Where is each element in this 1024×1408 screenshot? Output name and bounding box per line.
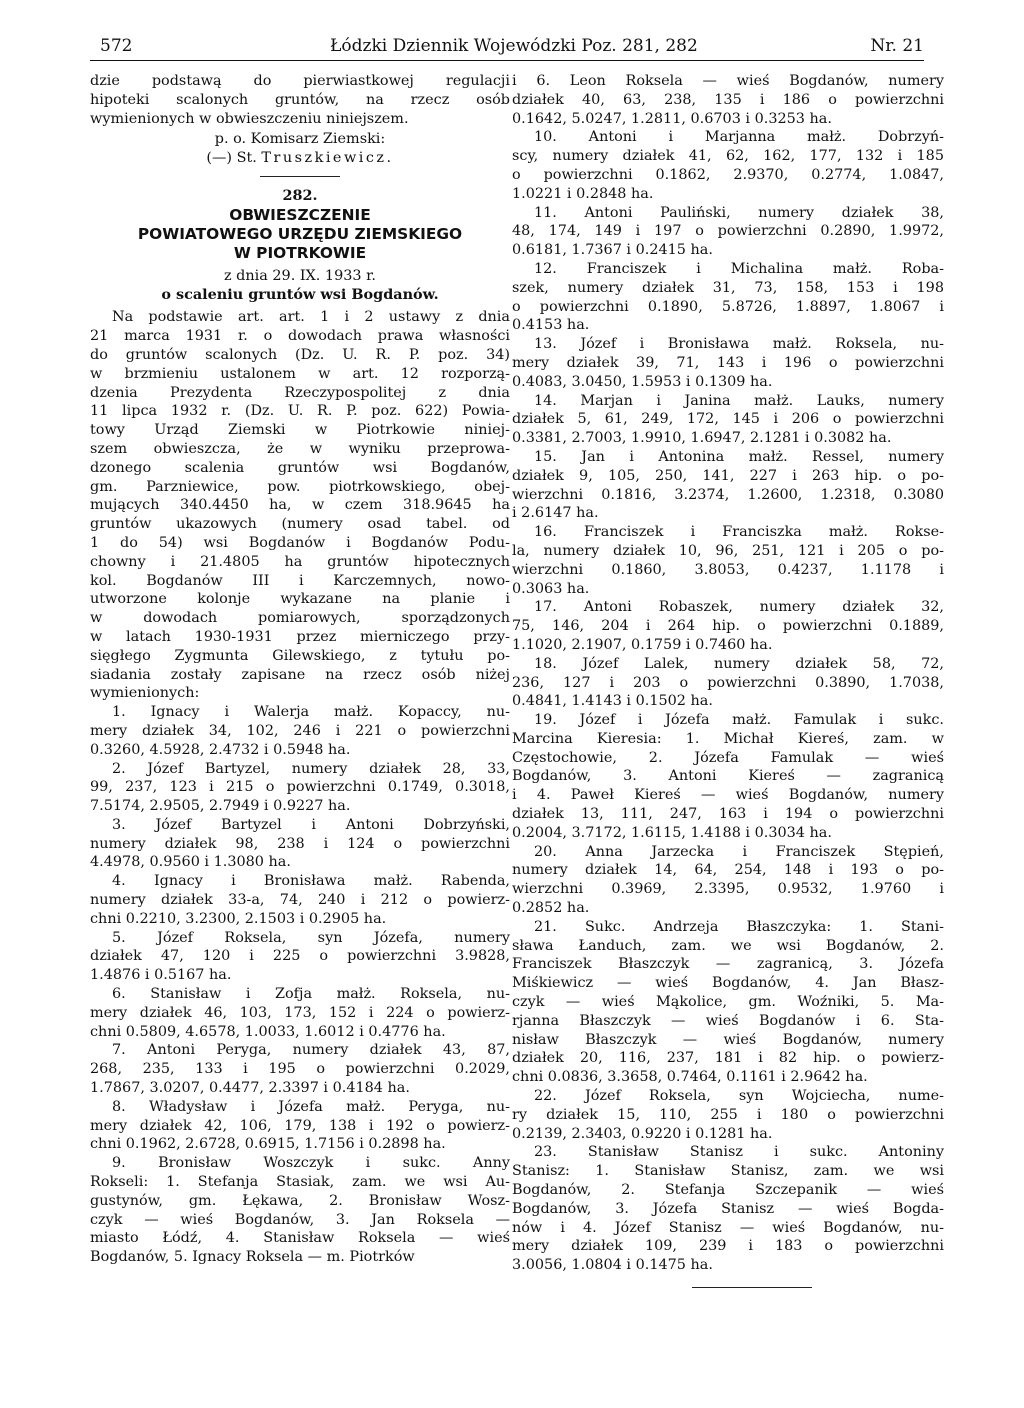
notice-heading <box>90 206 510 263</box>
text-line: Franciszek Błaszczyk — zagranicą, 3. Józefa <box>512 956 944 973</box>
paragraph <box>90 929 510 985</box>
text-line: siadania zostały zapisane na rzecz osób niżej <box>90 666 510 683</box>
text-line: numery działek 33-a, 74, 240 i 212 o powierz- <box>90 892 510 909</box>
paragraph <box>90 760 510 816</box>
text-line: chni 0.1962, 2.6728, 0.6915, 1.7156 i 0.2898 ha. <box>90 1136 446 1153</box>
text-line: 0.3381, 2.7003, 1.9910, 1.6947, 2.1281 i 0.3082 ha. <box>512 430 892 447</box>
text-line: 1.7867, 3.0207, 0.4477, 2.3397 i 0.4184 ha. <box>90 1080 410 1097</box>
signature-title: p. o. Komisarz Ziemski: <box>214 131 386 148</box>
text-line: scy, numery działek 41, 62, 162, 177, 132 i 185 <box>512 148 944 165</box>
text-line: numery działek 14, 64, 254, 148 i 193 o po- <box>512 862 944 879</box>
paragraph <box>512 598 944 654</box>
text-line: Częstochowie, 2. Józefa Famulak — wieś <box>512 749 944 766</box>
text-line: 0.4083, 3.0450, 1.5953 i 0.1309 ha. <box>512 373 773 390</box>
text-line: ry działek 15, 110, 255 i 180 o powierzchni <box>512 1106 944 1123</box>
text-line: wierzchni 0.1860, 3.8053, 0.4237, 1.1178 i <box>512 561 944 578</box>
paragraph <box>90 1154 510 1267</box>
text-line: nisław Błaszczyk — wieś Bogdanów, numery <box>512 1031 944 1048</box>
paragraph <box>512 204 944 260</box>
page-number: 572 <box>100 36 133 56</box>
text-line: Bogdanów, 5. Ignacy Roksela — m. Piotrków <box>90 1249 415 1266</box>
text-line: miasto Łódź, 4. Stanisław Roksela — wieś <box>90 1230 510 1247</box>
notice-body <box>90 308 510 703</box>
text-line: 4. Ignacy i Bronisława małż. Rabenda, <box>112 873 510 890</box>
text-line: 11 lipca 1932 r. (Dz. U. R. P. poz. 622) Powia- <box>90 403 510 420</box>
text-line: 3.0056, 1.0804 i 0.1475 ha. <box>512 1257 713 1274</box>
text-line: 268, 235, 133 i 195 o powierzchni 0.2029, <box>90 1061 510 1078</box>
text-line: 8. Władysław i Józefa małż. Peryga, nu- <box>112 1098 510 1115</box>
text-line: 6. Stanisław i Zofja małż. Roksela, nu- <box>112 986 510 1003</box>
signature-name: Truszkiewicz. <box>261 150 394 167</box>
signature-prefix: (—) St. <box>206 150 262 167</box>
text-line: 1.0221 i 0.2848 ha. <box>512 185 654 202</box>
text-line: mery działek 42, 106, 179, 138 i 192 o powierz- <box>90 1117 510 1134</box>
paragraph <box>512 1143 944 1275</box>
heading-line: OBWIESZCZENIE <box>229 205 371 224</box>
paragraph <box>90 816 510 872</box>
text-line: utworzone kolonje wykazane na planie i <box>90 591 510 608</box>
text-line: 10. Antoni i Marjanna małż. Dobrzyń- <box>534 129 944 146</box>
text-line: 0.2004, 3.7172, 1.6115, 1.4188 i 0.3034 ha. <box>512 824 832 841</box>
notice-subject: o scaleniu gruntów wsi Bogdanów. <box>161 285 439 303</box>
text-line: numery działek 98, 238 i 124 o powierzchni <box>90 835 510 852</box>
paragraph <box>512 918 944 1087</box>
text-line: działek 40, 63, 238, 135 i 186 o powierzchni <box>512 91 944 108</box>
text-line: Bogdanów, 3. Józefa Stanisz — wieś Bogda- <box>512 1200 944 1217</box>
text-line: 12. Franciszek i Michalina małż. Roba- <box>534 260 944 277</box>
text-line: 0.2852 ha. <box>512 900 590 917</box>
text-line: 0.2139, 2.3403, 0.9220 i 0.1281 ha. <box>512 1125 773 1142</box>
entry-list <box>90 703 510 1267</box>
text-line: Bogdanów, 2. Stefanja Szczepanik — wieś <box>512 1182 944 1199</box>
paragraph <box>512 335 944 391</box>
divider <box>260 176 340 177</box>
text-line: rjanna Błaszczyk — wieś Bogdanów i 6. Sta- <box>512 1012 944 1029</box>
text-line: 20. Anna Jarzecka i Franciszek Stępień, <box>534 843 944 860</box>
paragraph <box>90 985 510 1041</box>
text-line: 9. Bronisław Woszczyk i sukc. Anny <box>112 1155 510 1172</box>
journal-title: Łódzki Dziennik Wojewódzki Poz. 281, 282 <box>330 36 698 56</box>
text-line: i 4. Paweł Kiereś — wieś Bogdanów, numery <box>512 787 944 804</box>
text-line: Marcina Kieresia: 1. Michał Kiereś, zam. w <box>512 730 944 747</box>
text-line: 0.3063 ha. <box>512 580 590 597</box>
issue-number: Nr. 21 <box>870 36 924 56</box>
text-line: mery działek 34, 102, 246 i 221 o powierzchni <box>90 722 510 739</box>
right-column <box>512 72 944 1288</box>
text-line: 0.4841, 1.4143 i 0.1502 ha. <box>512 693 713 710</box>
text-line: towy Urząd Ziemski w Piotrkowie niniej- <box>90 422 510 439</box>
text-line: 15. Jan i Antonina małż. Ressel, numery <box>534 448 944 465</box>
text-line: dzie podstawą do pierwiastkowej regulacji <box>90 73 510 89</box>
entry-list <box>512 72 944 1275</box>
page-header <box>90 30 924 61</box>
paragraph <box>512 523 944 598</box>
text-line: 1. Ignacy i Walerja małż. Kopaccy, nu- <box>112 704 510 721</box>
text-line: 19. Józef i Józefa małż. Famulak i sukc. <box>534 712 944 729</box>
text-line: gruntów ukazowych (numery osad tabel. od <box>90 516 510 533</box>
paragraph <box>512 72 944 128</box>
text-line: 1.4876 i 0.5167 ha. <box>90 967 232 984</box>
text-line: 21. Sukc. Andrzeja Błaszczyka: 1. Stani- <box>534 918 944 935</box>
paragraph <box>512 843 944 918</box>
text-line: dzonego scalenia gruntów wsi Bogdanów, <box>90 459 510 476</box>
text-line: mery działek 46, 103, 173, 152 i 224 o powierz- <box>90 1004 510 1021</box>
text-line: o powierzchni 0.1890, 5.8726, 1.8897, 1.8067 i <box>512 298 944 315</box>
text-line: czyk — wieś Mąkolice, gm. Woźniki, 5. Ma- <box>512 994 944 1011</box>
text-line: 7. Antoni Peryga, numery działek 43, 87, <box>112 1042 510 1059</box>
text-line: 14. Marjan i Janina małż. Lauks, numery <box>534 392 944 409</box>
text-line: 13. Józef i Bronisława małż. Roksela, nu- <box>534 336 944 353</box>
text-line: wymienionych w obwieszczeniu niniejszem. <box>90 110 409 127</box>
text-line: szek, numery działek 31, 73, 158, 153 i 198 <box>512 279 944 296</box>
text-line: 5. Józef Roksela, syn Józefa, numery <box>112 929 510 946</box>
text-line: Na podstawie art. art. 1 i 2 ustawy z dnia <box>112 309 510 326</box>
paragraph <box>512 260 944 335</box>
paragraph <box>512 711 944 843</box>
text-line: chni 0.0836, 3.3658, 0.7464, 0.1161 i 2.9642 ha. <box>512 1069 868 1086</box>
text-line: do gruntów scalonych (Dz. U. R. P. poz. 34) <box>90 346 510 363</box>
text-line: wierzchni 0.3969, 2.3395, 0.9532, 1.9760 i <box>512 881 944 898</box>
text-line: 21 marca 1931 r. o dowodach prawa własności <box>90 328 510 345</box>
text-line: la, numery działek 10, 96, 251, 121 i 205 o po- <box>512 542 944 559</box>
paragraph <box>512 1087 944 1143</box>
text-line: działek 5, 61, 249, 172, 145 i 206 o powierzchni <box>512 411 944 428</box>
text-line: kol. Bogdanów III i Karczemnych, nowo- <box>90 572 510 589</box>
text-line: działek 13, 111, 247, 163 i 194 o powierzchni <box>512 806 944 823</box>
text-line: 16. Franciszek i Franciszka małż. Rokse- <box>534 524 944 541</box>
text-line: nów i 4. Józef Stanisz — wieś Bogdanów, nu- <box>512 1219 944 1236</box>
text-line: mujących 340.4450 ha, w czem 318.9645 ha <box>90 497 510 514</box>
text-line: Bogdanów, 3. Antoni Kiereś — zagranicą <box>512 768 944 785</box>
text-line: szem obwieszcza, że w wyniku przeprowa- <box>90 440 510 457</box>
heading-line: W PIOTRKOWIE <box>233 243 367 262</box>
text-line: gustynów, gm. Łękawa, 2. Bronisław Wosz- <box>90 1192 510 1209</box>
text-line: wierzchni 0.1816, 3.2374, 1.2600, 1.2318, 0.3080 <box>512 486 944 503</box>
paragraph <box>90 872 510 928</box>
text-line: w latach 1930-1931 przez mierniczego przy- <box>90 628 510 645</box>
text-line: działek 9, 105, 250, 141, 227 i 263 hip. o po- <box>512 467 944 484</box>
text-line: czyk — wieś Bogdanów, 3. Jan Roksela — <box>90 1211 510 1228</box>
text-line: chowny i 21.4805 ha gruntów hipotecznych <box>90 553 510 570</box>
text-line: 18. Józef Lalek, numery działek 58, 72, <box>534 655 944 672</box>
text-line: sława Łanduch, zam. we wsi Bogdanów, 2. <box>512 937 944 954</box>
text-line: 0.3260, 4.5928, 2.4732 i 0.5948 ha. <box>90 741 351 758</box>
text-line: 0.1642, 5.0247, 1.2811, 0.6703 i 0.3253 ha. <box>512 110 832 127</box>
text-line: 3. Józef Bartyzel i Antoni Dobrzyński, <box>112 816 510 833</box>
text-line: 48, 174, 149 i 197 o powierzchni 0.2890, 1.9972, <box>512 223 944 240</box>
text-line: w brzmieniu ustalonem w art. 12 rozporzą- <box>90 365 510 382</box>
text-line: działek 47, 120 i 225 o powierzchni 3.9828, <box>90 948 510 965</box>
paragraph <box>90 703 510 759</box>
text-line: chni 0.2210, 3.2300, 2.1503 i 0.2905 ha. <box>90 910 387 927</box>
text-line: Miśkiewicz — wieś Bogdanów, 4. Jan Błasz- <box>512 975 944 992</box>
text-line: mery działek 109, 239 i 183 o powierzchni <box>512 1238 944 1255</box>
text-line: 1.1020, 2.1907, 0.1759 i 0.7460 ha. <box>512 636 773 653</box>
text-line: w dowodach pomiarowych, sporządzonych <box>90 610 510 627</box>
paragraph <box>512 655 944 711</box>
text-line: 4.4978, 0.9560 i 1.3080 ha. <box>90 854 291 871</box>
text-line: i 6. Leon Roksela — wieś Bogdanów, numery <box>512 73 944 89</box>
text-line: 11. Antoni Pauliński, numery działek 38, <box>534 204 944 221</box>
paragraph <box>90 1098 510 1154</box>
text-line: hipoteki scalonych gruntów, na rzecz osób <box>90 91 510 108</box>
left-column <box>90 72 510 1267</box>
text-line: 0.4153 ha. <box>512 317 590 334</box>
text-line: 23. Stanisław Stanisz i sukc. Antoniny <box>534 1144 944 1161</box>
text-line: i 2.6147 ha. <box>512 505 599 522</box>
paragraph <box>90 308 510 703</box>
notice-date: z dnia 29. IX. 1933 r. <box>223 267 376 284</box>
end-rule <box>692 1287 812 1288</box>
text-line: 2. Józef Bartyzel, numery działek 28, 33, <box>112 760 510 777</box>
paragraph <box>90 1041 510 1097</box>
text-line: dzenia Prezydenta Rzeczypospolitej z dnia <box>90 384 510 401</box>
text-line: 99, 237, 123 i 215 o powierzchni 0.1749, 0.3018, <box>90 779 510 796</box>
signature <box>90 149 510 168</box>
text-line: chni 0.5809, 4.6578, 1.0033, 1.6012 i 0.4776 ha. <box>90 1023 446 1040</box>
intro-paragraph <box>90 72 510 128</box>
text-line: wymienionych: <box>90 685 200 702</box>
text-line: 0.6181, 1.7367 i 0.2415 ha. <box>512 242 713 259</box>
paragraph <box>512 392 944 448</box>
paragraph <box>512 128 944 203</box>
text-line: 75, 146, 204 i 264 hip. o powierzchni 0.1889, <box>512 618 944 635</box>
notice-number: 282. <box>282 186 318 204</box>
text-line: 1 do 54) wsi Bogdanów i Bogdanów Podu- <box>90 534 510 551</box>
text-line: 7.5174, 2.9505, 2.7949 i 0.9227 ha. <box>90 798 351 815</box>
text-line: 22. Józef Roksela, syn Wojciecha, nume- <box>534 1088 944 1105</box>
text-line: 17. Antoni Robaszek, numery działek 32, <box>534 599 944 616</box>
text-line: 236, 127 i 203 o powierzchni 0.3890, 1.7038, <box>512 674 944 691</box>
text-line: sięgłego Zygmunta Gilewskiego, z tytułu po- <box>90 647 510 664</box>
text-line: Stanisz: 1. Stanisław Stanisz, zam. we wsi <box>512 1163 944 1180</box>
text-line: o powierzchni 0.1862, 2.9370, 0.2774, 1.0847, <box>512 166 944 183</box>
text-line: działek 20, 116, 237, 181 i 82 hip. o powierz- <box>512 1050 944 1067</box>
text-line: mery działek 39, 71, 143 i 196 o powierzchni <box>512 354 944 371</box>
text-line: Rokseli: 1. Stefanja Stasiak, zam. we wsi Au- <box>90 1174 510 1191</box>
text-line: gm. Parzniewice, pow. piotrkowskiego, obej- <box>90 478 510 495</box>
heading-line: POWIATOWEGO URZĘDU ZIEMSKIEGO <box>137 224 463 243</box>
paragraph <box>512 448 944 523</box>
